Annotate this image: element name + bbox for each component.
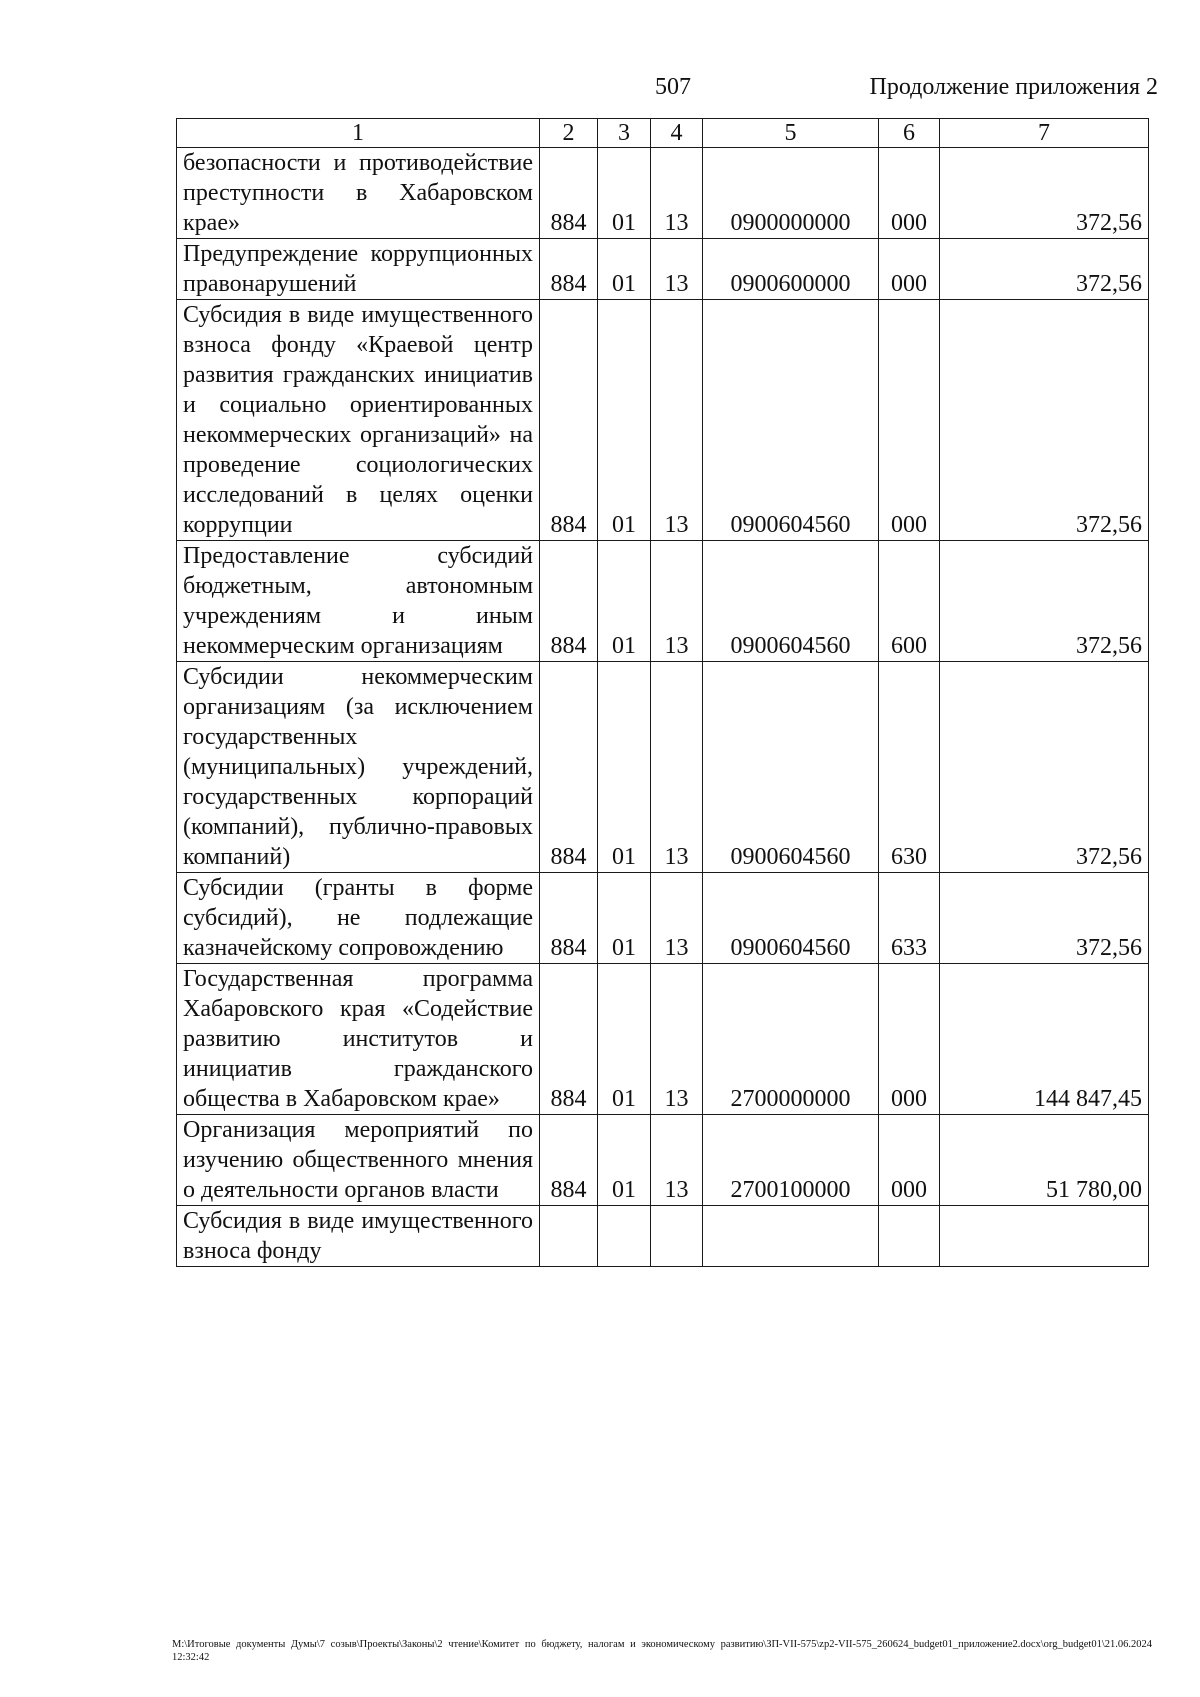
amount: 372,56 <box>940 148 1149 239</box>
table-header-row <box>177 119 1149 148</box>
expense-type-code <box>879 1206 940 1267</box>
column-header: 7 <box>940 119 1149 148</box>
ministry-code: 884 <box>540 300 598 541</box>
section-code: 01 <box>598 300 651 541</box>
subsection-code: 13 <box>651 239 703 300</box>
target-article-code <box>703 1206 879 1267</box>
column-header: 3 <box>598 119 651 148</box>
target-article-code: 0900000000 <box>703 148 879 239</box>
expense-type-code: 000 <box>879 148 940 239</box>
table-row <box>177 1206 1149 1267</box>
amount <box>940 1206 1149 1267</box>
ministry-code: 884 <box>540 541 598 662</box>
target-article-code: 0900604560 <box>703 300 879 541</box>
table-row <box>177 662 1149 873</box>
amount: 372,56 <box>940 541 1149 662</box>
section-code: 01 <box>598 148 651 239</box>
subsection-code: 13 <box>651 148 703 239</box>
target-article-code: 0900600000 <box>703 239 879 300</box>
subsection-code <box>651 1206 703 1267</box>
expense-type-code: 630 <box>879 662 940 873</box>
row-name: Организация мероприятий по изучению общественного мнения о деятельности органов власти <box>177 1115 540 1206</box>
target-article-code: 2700000000 <box>703 964 879 1115</box>
expense-type-code: 600 <box>879 541 940 662</box>
row-name: Субсидия в виде имущественного взноса фонду «Краевой центр развития гражданских инициатив и социально ориентированных некоммерческих организаций» на проведение социологических исследований в целях оценки коррупции <box>177 300 540 541</box>
row-name: Предоставление субсидий бюджетным, автономным учреждениям и иным некоммерческим организациям <box>177 541 540 662</box>
ministry-code: 884 <box>540 873 598 964</box>
column-header: 6 <box>879 119 940 148</box>
continuation-title: Продолжение приложения 2 <box>869 74 1158 100</box>
expense-type-code: 000 <box>879 964 940 1115</box>
row-name: Предупреждение коррупционных правонарушений <box>177 239 540 300</box>
column-header: 5 <box>703 119 879 148</box>
section-code: 01 <box>598 662 651 873</box>
amount: 372,56 <box>940 239 1149 300</box>
amount: 144 847,45 <box>940 964 1149 1115</box>
table-row <box>177 541 1149 662</box>
target-article-code: 0900604560 <box>703 873 879 964</box>
table-row <box>177 1115 1149 1206</box>
row-name: Субсидии (гранты в форме субсидий), не подлежащие казначейскому сопровождению <box>177 873 540 964</box>
amount: 372,56 <box>940 662 1149 873</box>
section-code: 01 <box>598 239 651 300</box>
ministry-code: 884 <box>540 662 598 873</box>
section-code <box>598 1206 651 1267</box>
table-row <box>177 873 1149 964</box>
expense-type-code: 000 <box>879 300 940 541</box>
page-number: 507 <box>655 74 691 100</box>
amount: 372,56 <box>940 300 1149 541</box>
target-article-code: 2700100000 <box>703 1115 879 1206</box>
amount: 51 780,00 <box>940 1115 1149 1206</box>
amount: 372,56 <box>940 873 1149 964</box>
subsection-code: 13 <box>651 964 703 1115</box>
section-code: 01 <box>598 541 651 662</box>
column-header: 4 <box>651 119 703 148</box>
expense-type-code: 000 <box>879 1115 940 1206</box>
file-path-footer: M:\Итоговые документы Думы\7 созыв\Проекты\Законы\2 чтение\Комитет по бюджету, налогам и экономическому развитию\ЗП-VII-575\zp2-VII-575_260624_budget01_приложение2.docx\org_budget01\21.06.2024 12:32:42 <box>172 1639 1152 1663</box>
row-name: безопасности и противодействие преступности в Хабаровском крае» <box>177 148 540 239</box>
expense-type-code: 000 <box>879 239 940 300</box>
subsection-code: 13 <box>651 1115 703 1206</box>
subsection-code: 13 <box>651 541 703 662</box>
ministry-code: 884 <box>540 239 598 300</box>
section-code: 01 <box>598 873 651 964</box>
table-row <box>177 964 1149 1115</box>
target-article-code: 0900604560 <box>703 662 879 873</box>
row-name: Государственная программа Хабаровского края «Содействие развитию институтов и инициатив гражданского общества в Хабаровском крае» <box>177 964 540 1115</box>
subsection-code: 13 <box>651 662 703 873</box>
row-name: Субсидия в виде имущественного взноса фонду <box>177 1206 540 1267</box>
table-row <box>177 148 1149 239</box>
ministry-code <box>540 1206 598 1267</box>
expense-type-code: 633 <box>879 873 940 964</box>
section-code: 01 <box>598 964 651 1115</box>
target-article-code: 0900604560 <box>703 541 879 662</box>
table-row <box>177 239 1149 300</box>
subsection-code: 13 <box>651 873 703 964</box>
section-code: 01 <box>598 1115 651 1206</box>
column-header: 2 <box>540 119 598 148</box>
ministry-code: 884 <box>540 148 598 239</box>
ministry-code: 884 <box>540 1115 598 1206</box>
table-row <box>177 300 1149 541</box>
budget-table <box>176 118 1149 1267</box>
column-header: 1 <box>177 119 540 148</box>
row-name: Субсидии некоммерческим организациям (за исключением государственных (муниципальных) учреждений, государственных корпораций (компаний), публично-правовых компаний) <box>177 662 540 873</box>
ministry-code: 884 <box>540 964 598 1115</box>
subsection-code: 13 <box>651 300 703 541</box>
